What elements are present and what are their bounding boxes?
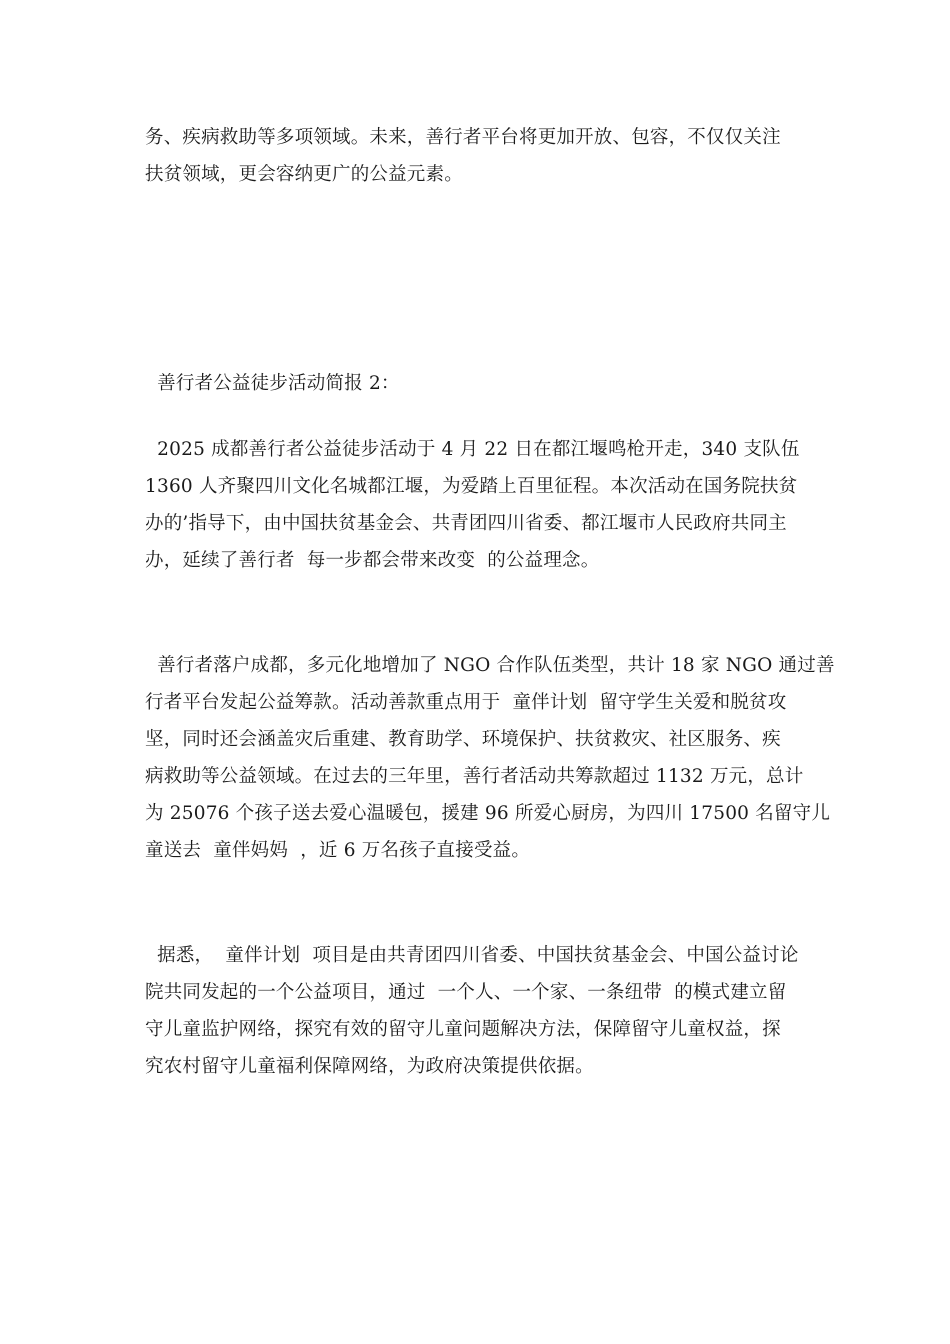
text-line: 办，延续了善行者 每一步都会带来改变 的公益理念。 — [145, 550, 600, 571]
section-heading-text: 善行者公益徒步活动简报 2： — [145, 373, 400, 394]
paragraph-1 — [145, 431, 813, 579]
section-heading — [145, 365, 813, 402]
text-line: 1360 人齐聚四川文化名城都江堰，为爱踏上百里征程。本次活动在国务院扶贫 — [145, 476, 798, 497]
text-line: 童送去 童伴妈妈 ，近 6 万名孩子直接受益。 — [145, 840, 531, 861]
paragraph-3 — [145, 937, 813, 1085]
text-line: 善行者落户成都，多元化地增加了 NGO 合作队伍类型，共计 18 家 NGO 通过善 — [145, 655, 835, 676]
text-line: 2025 成都善行者公益徒步活动于 4 月 22 日在都江堰鸣枪开走，340 支队伍 — [145, 439, 800, 460]
text-line: 务、疾病救助等多项领域。未来，善行者平台将更加开放、包容，不仅仅关注 — [145, 127, 781, 148]
text-line: 守儿童监护网络，探究有效的留守儿童问题解决方法，保障留守儿童权益，探 — [145, 1019, 781, 1040]
paragraph-2 — [145, 647, 835, 869]
text-line: 办的’指导下，由中国扶贫基金会、共青团四川省委、都江堰市人民政府共同主 — [145, 513, 787, 534]
text-line: 据悉， 童伴计划 项目是由共青团四川省委、中国扶贫基金会、中国公益讨论 — [145, 945, 799, 966]
text-line: 扶贫领域，更会容纳更广的公益元素。 — [145, 164, 463, 185]
text-line: 为 25076 个孩子送去爱心温暖包，援建 96 所爱心厨房，为四川 17500 名留守儿 — [145, 803, 831, 824]
text-line: 究农村留守儿童福利保障网络，为政府决策提供依据。 — [145, 1056, 594, 1077]
text-line: 病救助等公益领域。在过去的三年里，善行者活动共筹款超过 1132 万元，总计 — [145, 766, 804, 787]
text-line: 院共同发起的一个公益项目，通过 一个人、一个家、一条纽带 的模式建立留 — [145, 982, 787, 1003]
continued-paragraph — [145, 119, 813, 193]
text-line: 坚，同时还会涵盖灾后重建、教育助学、环境保护、扶贫救灾、社区服务、疾 — [145, 729, 781, 750]
text-line: 行者平台发起公益筹款。活动善款重点用于 童伴计划 留守学生关爱和脱贫攻 — [145, 692, 787, 713]
